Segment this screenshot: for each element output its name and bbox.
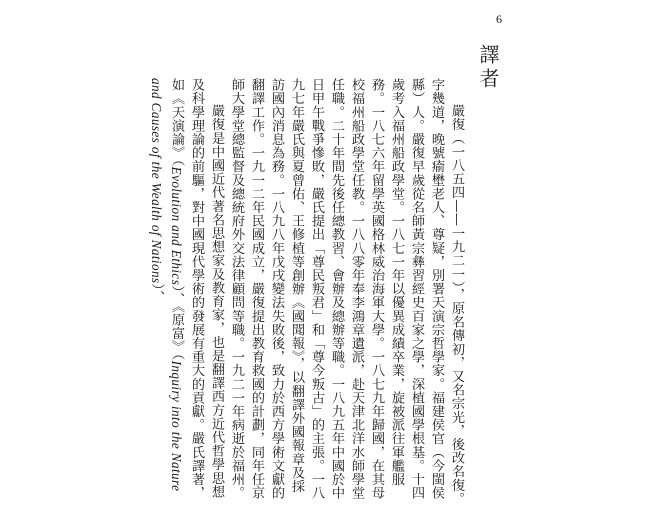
body-text xyxy=(149,78,466,506)
paragraph xyxy=(226,78,466,506)
text-run: ）、 xyxy=(149,283,164,305)
text-run: 嚴復是中國近代著名思想家及教育家，也是翻譯西方近代哲學思想及科學理論的前驅，對中國現代學術的發展有重大的貢獻。嚴氏譯著，如《天演論》（ xyxy=(169,78,224,500)
page-number: 6 xyxy=(496,12,502,26)
text-run: ）、《原富》（ xyxy=(169,285,184,361)
latin-title: Inquiry into the Nature and Causes of the Wealth of Nations xyxy=(149,78,184,492)
paragraph xyxy=(146,78,226,506)
text-run: 嚴復（一八五四——一九二一），原名傳初，又名宗光，後改名復。字幾道，晚號瘉壄老人、尊疑，別署天演宗哲學家。福建侯官（今閩侯縣）人。嚴復早歲從名師黃宗彝習經史百家之學，深植國學根基。十四歲考入福州船政學堂。一八七一年以優異成績卒業，旋被派往軍艦服務。一八七六年留學英國格林威治海軍大學。一八七九年歸國，在其母校福州船政學堂任教。一八八零年奉李鴻章遺派，赴天津北洋水師學堂任職。二十年間先後任總教習、會辦及總辦等職。一八九五年中國於中日甲午戰爭慘敗，嚴氏提出「尊民叛君」和「尊今叛古」的主張。一八九七年嚴氏與夏曾佑、王修植等創辦《國聞報》，以翻譯外國報章及採訪國內消息為務。一八九八年戊戌變法失敗後，致力於西方學術文獻的翻譯工作。一九一二年民國成立，嚴復提出教育救國的計劃，同年任京師大學堂總監督及總統府外交法律顧問等職。一九二一年病逝於福州。 xyxy=(229,78,464,506)
section-title: 譯者 xyxy=(476,44,500,92)
latin-title: Evolution and Ethics xyxy=(169,166,184,286)
